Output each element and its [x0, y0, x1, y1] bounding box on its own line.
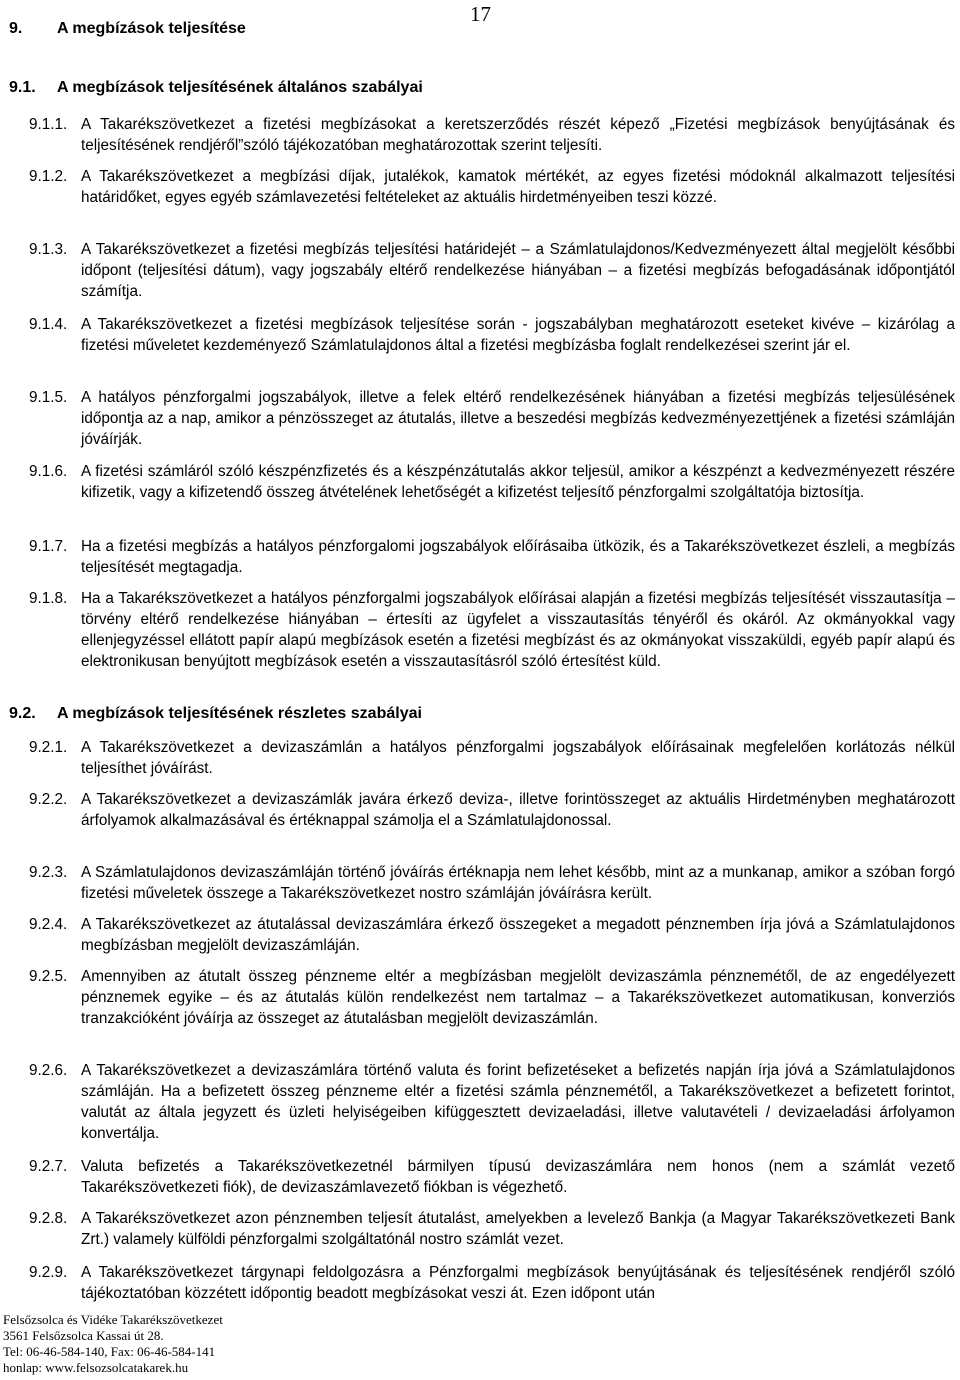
paragraph-9-2-1 [29, 737, 955, 779]
paragraph-9-2-9 [29, 1262, 955, 1304]
paragraph-number: 9.1.5. [29, 389, 68, 406]
paragraph-text: A hatályos pénzforgalmi jogszabályok, illetve a felek eltérő rendelkezésének hiányában a fizetési megbízás teljesülésének időpontja az a nap, amikor a pénzösszeget az átutalás, illetve a beszedési megbízás kedvezményezettjének a fizetési számláján jóváírják. [81, 389, 955, 448]
paragraph-text: A Takarékszövetkezet a fizetési megbízások teljesítése során - jogszabályban meghatározott eseteket kivéve – kizárólag a fizetési műveletet kezdeményező Számlatulajdonos által a fizetési megbízásba foglalt rendelkezései szerint jár el. [81, 316, 955, 354]
paragraph-text: A Számlatulajdonos devizaszámláján történő jóváírás értéknapja nem lehet később, mint az a munkanap, amikor a szóban forgó fizetési műveletek összege a Takarékszövetkezet nostro számláján jóváírásra került. [81, 864, 955, 902]
paragraph-9-2-8 [29, 1208, 955, 1250]
paragraph-9-1-1 [29, 114, 955, 156]
footer-website: honlap: www.felsozsolcatakarek.hu [3, 1360, 189, 1375]
subsection-heading [9, 79, 423, 97]
paragraph-9-2-2 [29, 789, 955, 831]
section-heading [9, 20, 246, 38]
paragraph-number: 9.2.2. [29, 791, 68, 808]
paragraph-9-2-7 [29, 1156, 955, 1198]
paragraph-text: Amennyiben az átutalt összeg pénzneme eltér a megbízásban megjelölt devizaszámla pénznemétől, de az engedélyezett pénznemek egyike – és az átutalás külön rendelkezést nem tartalmaz – a Takarékszövetkezet automatikusan, konverziós tranzakcióként jóváírja az összeget az átutalásban megjelölt devizaszámlán. [81, 968, 955, 1027]
subsection-heading [9, 705, 422, 723]
paragraph-number: 9.2.6. [29, 1062, 68, 1079]
paragraph-number: 9.1.4. [29, 316, 68, 333]
paragraph-number: 9.1.6. [29, 463, 68, 480]
paragraph-9-1-8 [29, 588, 955, 672]
paragraph-9-2-4 [29, 914, 955, 956]
paragraph-number: 9.2.9. [29, 1264, 68, 1281]
section-number: 9. [9, 20, 23, 37]
paragraph-number: 9.2.4. [29, 916, 68, 933]
footer-phone-fax: Tel: 06-46-584-140, Fax: 06-46-584-141 [3, 1344, 216, 1359]
paragraph-text: A Takarékszövetkezet tárgynapi feldolgozásra a Pénzforgalmi megbízások benyújtásának és teljesítésének rendjéről szóló tájékoztatóban közzétett időpontig beadott megbízásokat veszi át. Ezen időpont után [81, 1264, 955, 1302]
footer-company-name: Felsőzsolca és Vidéke Takarékszövetkezet [3, 1312, 223, 1327]
paragraph-number: 9.1.1. [29, 116, 68, 133]
paragraph-number: 9.1.8. [29, 590, 68, 607]
paragraph-text: A fizetési számláról szóló készpénzfizetés és a készpénzátutalás akkor teljesül, amikor a készpénzt a kedvezményezett részére kifizetik, vagy a kifizetendő összeg átvételének lehetőségét a kifizetést teljesítő pénzforgalmi szolgáltatója biztosítja. [81, 463, 955, 501]
paragraph-number: 9.2.5. [29, 968, 68, 985]
paragraph-number: 9.1.2. [29, 168, 68, 185]
page-footer [3, 1312, 229, 1376]
paragraph-number: 9.2.1. [29, 739, 68, 756]
paragraph-9-1-5 [29, 387, 955, 450]
subsection-title: A megbízások teljesítésének részletes szabályai [57, 705, 422, 722]
paragraph-9-1-2 [29, 166, 955, 208]
subsection-title: A megbízások teljesítésének általános szabályai [57, 79, 423, 96]
paragraph-9-2-3 [29, 862, 955, 904]
paragraph-number: 9.1.7. [29, 538, 68, 555]
footer-address: 3561 Felsőzsolca Kassai út 28. [3, 1328, 164, 1343]
paragraph-text: A Takarékszövetkezet a megbízási díjak, jutalékok, kamatok mértékét, az egyes fizetési módoknál alkalmazott teljesítési határidőket, egyes egyéb számlavezetési feltételeket az aktuális hirdetményeiben teszi közzé. [81, 168, 955, 206]
paragraph-text: Valuta befizetés a Takarékszövetkezetnél bármilyen típusú devizaszámlára nem honos (nem a számlát vezető Takarékszövetkezeti fiók), de devizaszámlavezető fiókban is végezhető. [81, 1158, 955, 1196]
paragraph-text: A Takarékszövetkezet a devizaszámlán a hatályos pénzforgalmi jogszabályok előírásainak megfelelően korlátozás nélkül teljesíthet jóváírást. [81, 739, 955, 777]
paragraph-text: A Takarékszövetkezet a fizetési megbízásokat a keretszerződés részét képező „Fizetési megbízások benyújtásának és teljesítésének rendjéről”szóló tájékozatóban meghatározottak szerint teljesíti. [81, 116, 955, 154]
paragraph-9-1-7 [29, 536, 955, 578]
paragraph-text: A Takarékszövetkezet a devizaszámlára történő valuta és forint befizetéseket a befizetés napján írja jóvá a Számlatulajdonos számláján. Ha a befizetett összeg pénzneme eltér a fizetési számla pénznemétől, a Takarékszövetkezet a befizetett forintot, valutát az általa jegyzett és üzleti helyiségeiben kifüggesztett devizaeladási, illetve valutavételi / devizaeladási árfolyamon konvertálja. [81, 1062, 955, 1142]
paragraph-9-1-6 [29, 461, 955, 503]
subsection-number: 9.2. [9, 705, 36, 722]
page-number: 17 [470, 2, 491, 26]
paragraph-9-1-4 [29, 314, 955, 356]
paragraph-9-2-5 [29, 966, 955, 1029]
paragraph-text: Ha a fizetési megbízás a hatályos pénzforgalomi jogszabályok előírásaiba ütközik, és a Takarékszövetkezet észleli, a megbízás teljesítését megtagadja. [81, 538, 955, 576]
subsection-number: 9.1. [9, 79, 36, 96]
paragraph-number: 9.2.3. [29, 864, 68, 881]
paragraph-number: 9.2.8. [29, 1210, 68, 1227]
paragraph-9-2-6 [29, 1060, 955, 1144]
paragraph-text: Ha a Takarékszövetkezet a hatályos pénzforgalmi jogszabályok előírásai alapján a fizetési megbízás teljesítését visszautasítja – törvény eltérő rendelkezése hiányában – értesíti az ügyfelet a visszautasítás tényéről és okáról. Az okmányokkal vagy ellenjegyzéssel ellátott papír alapú megbízások esetén a fizetési megbízást és az okmányokat visszaküldi, egyéb papír alapú és elektronikusan benyújtott megbízások esetén a visszautasításról szóló értesítést küld. [81, 590, 955, 670]
paragraph-text: A Takarékszövetkezet az átutalással devizaszámlára érkező összegeket a megadott pénznemben írja jóvá a Számlatulajdonos megbízásban megjelölt devizaszámláján. [81, 916, 955, 954]
paragraph-9-1-3 [29, 239, 955, 302]
paragraph-number: 9.2.7. [29, 1158, 68, 1175]
paragraph-text: A Takarékszövetkezet a fizetési megbízás teljesítési határidejét – a Számlatulajdonos/Kedvezményezett által megjelölt későbbi időpont (teljesítési dátum), vagy jogszabály eltérő rendelkezése hiányában – a fizetési megbízás befogadásának időpontjától számítja. [81, 241, 955, 300]
paragraph-text: A Takarékszövetkezet azon pénznemben teljesít átutalást, amelyekben a levelező Bankja (a Magyar Takarékszövetkezeti Bank Zrt.) valamely külföldi pénzforgalmi szolgáltatónál nostro számlát vezet. [81, 1210, 955, 1248]
paragraph-text: A Takarékszövetkezet a devizaszámlák javára érkező deviza-, illetve forintösszeget az aktuális Hirdetményben meghatározott árfolyamok alkalmazásával és értéknappal számolja el a Számlatulajdonossal. [81, 791, 955, 829]
paragraph-number: 9.1.3. [29, 241, 68, 258]
section-title: A megbízások teljesítése [57, 20, 246, 37]
